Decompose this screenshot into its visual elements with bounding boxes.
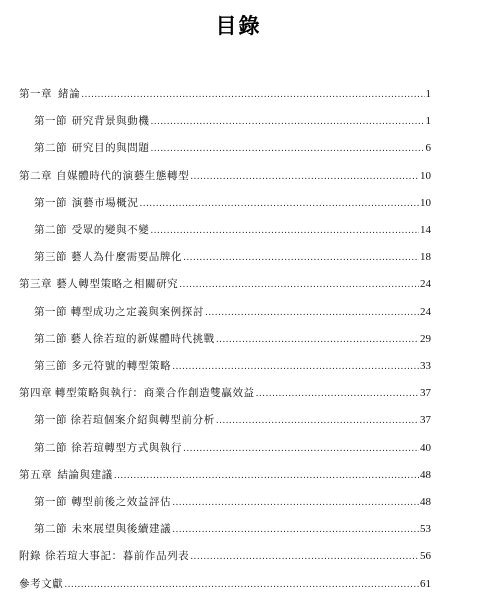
toc-section-entry xyxy=(34,222,431,238)
toc-chapter-entry xyxy=(19,548,431,564)
toc-entry-title: 參考文獻 xyxy=(19,577,64,590)
toc-dot-leader xyxy=(172,522,419,538)
toc-entry-label: 第二節 xyxy=(34,332,67,345)
toc-page-number: 1 xyxy=(425,88,431,100)
toc-page-number: 14 xyxy=(420,224,431,236)
toc-chapter-entry xyxy=(19,385,431,401)
toc-entry-title: 自媒體時代的演藝生態轉型 xyxy=(56,169,190,182)
toc-entry-label: 第一節 xyxy=(34,196,67,209)
toc-entry-label: 附錄 xyxy=(19,550,41,563)
toc-page-number: 1 xyxy=(425,115,431,128)
toc-dot-leader xyxy=(216,332,419,348)
toc-section-entry xyxy=(34,249,431,265)
toc-dot-leader xyxy=(150,114,424,130)
toc-section-entry xyxy=(34,113,431,129)
toc-entry-title: 藝人徐若瑄的新媒體時代挑戰 xyxy=(70,332,215,345)
toc-dot-leader xyxy=(190,549,419,565)
toc-entry-label: 第二章 xyxy=(19,169,52,182)
toc-page-number: 29 xyxy=(420,332,431,345)
page-title: 目錄 xyxy=(215,14,262,38)
toc-section-entry xyxy=(34,412,431,428)
toc-entry-title: 轉型成功之定義與案例探討 xyxy=(70,305,204,318)
toc-entry-title: 結論與建議 xyxy=(57,468,113,481)
toc-entry-label: 第三節 xyxy=(34,251,67,264)
toc-page-number: 40 xyxy=(420,441,431,454)
toc-dot-leader xyxy=(205,305,419,321)
toc-section-entry xyxy=(34,440,431,456)
toc-page-number: 53 xyxy=(420,523,431,536)
toc-section-entry xyxy=(34,195,431,211)
toc-chapter-entry xyxy=(19,168,431,184)
toc-dot-leader xyxy=(150,223,419,239)
toc-page-number: 37 xyxy=(420,387,431,400)
toc-entry-label: 第二節 xyxy=(34,441,67,454)
toc-page-number: 48 xyxy=(420,496,431,508)
toc-entry-title: 多元符號的轉型策略 xyxy=(71,360,172,372)
toc-dot-leader xyxy=(190,169,419,185)
toc-entry-title: 藝人為什麼需要品牌化 xyxy=(71,251,183,264)
toc-dot-leader xyxy=(150,141,424,157)
toc-section-entry xyxy=(34,140,431,156)
toc-entry-label: 第四章 xyxy=(19,387,52,400)
toc-entry-label: 第二節 xyxy=(34,142,67,155)
toc-page-number: 61 xyxy=(420,577,431,590)
toc-page-number: 48 xyxy=(420,468,431,481)
toc-page-number: 10 xyxy=(420,196,431,209)
toc-page-number: 33 xyxy=(420,360,431,372)
toc-entry-title: 緒論 xyxy=(57,88,81,100)
toc-section-entry xyxy=(34,521,431,537)
toc-page-number: 37 xyxy=(420,414,431,427)
toc-entry-title: 轉型前後之效益評估 xyxy=(71,496,172,508)
toc-entry-title: 研究背景與動機 xyxy=(71,115,150,128)
toc-dot-leader xyxy=(183,441,419,457)
toc-section-entry xyxy=(34,494,431,510)
toc-entry-label: 第一章 xyxy=(19,88,52,100)
toc-entry-label: 第三章 xyxy=(19,278,52,291)
toc-entry-label: 第五章 xyxy=(19,468,52,481)
toc-page-number: 56 xyxy=(420,550,431,563)
toc-entry-title: 徐若瑄個案介紹與轉型前分析 xyxy=(70,414,215,427)
toc-page-number: 18 xyxy=(420,251,431,264)
toc-entry-label: 第二節 xyxy=(34,523,67,536)
toc-entry-label: 第一節 xyxy=(34,496,67,508)
toc-chapter-entry xyxy=(19,576,431,592)
toc-entry-label: 第一節 xyxy=(34,305,67,318)
toc-dot-leader xyxy=(139,196,419,212)
toc-entry-title: 徐若瑄轉型方式與執行 xyxy=(71,441,183,454)
toc-entry-title: 徐若瑄大事記：暮前作品列表 xyxy=(44,550,190,563)
toc-entry-label: 第一節 xyxy=(34,414,67,427)
toc-dot-leader xyxy=(179,277,419,293)
toc-dot-leader xyxy=(172,495,419,511)
toc-entry-title: 研究目的與問題 xyxy=(71,142,150,155)
toc-section-entry xyxy=(34,304,431,320)
toc-dot-leader xyxy=(256,386,419,402)
toc-dot-leader xyxy=(114,468,419,484)
toc-dot-leader xyxy=(81,87,424,103)
toc-entry-title: 演藝市場概況 xyxy=(71,196,139,209)
toc-page-number: 6 xyxy=(425,142,431,155)
toc-entry-label: 第一節 xyxy=(34,115,67,128)
toc-entry-label: 第三節 xyxy=(34,360,67,372)
toc-entry-title: 受眾的變與不變 xyxy=(71,224,150,236)
toc-section-entry xyxy=(34,358,431,374)
toc-dot-leader xyxy=(216,413,419,429)
toc-chapter-entry xyxy=(19,86,431,102)
toc-chapter-entry xyxy=(19,276,431,292)
toc-entry-title: 未來展望與後續建議 xyxy=(71,523,172,536)
toc-entry-title: 轉型策略與執行：商業合作創造雙贏效益 xyxy=(54,387,255,400)
toc-dot-leader xyxy=(172,359,419,375)
toc-page-number: 10 xyxy=(420,169,431,182)
toc-dot-leader xyxy=(64,577,419,593)
toc-entry-title: 藝人轉型策略之相關研究 xyxy=(56,278,179,291)
toc-section-entry xyxy=(34,331,431,347)
toc-chapter-entry xyxy=(19,467,431,483)
toc-entry-label: 第二節 xyxy=(34,224,67,236)
toc-dot-leader xyxy=(183,250,419,266)
toc-page-number: 24 xyxy=(420,278,431,291)
toc-page-number: 24 xyxy=(420,305,431,318)
